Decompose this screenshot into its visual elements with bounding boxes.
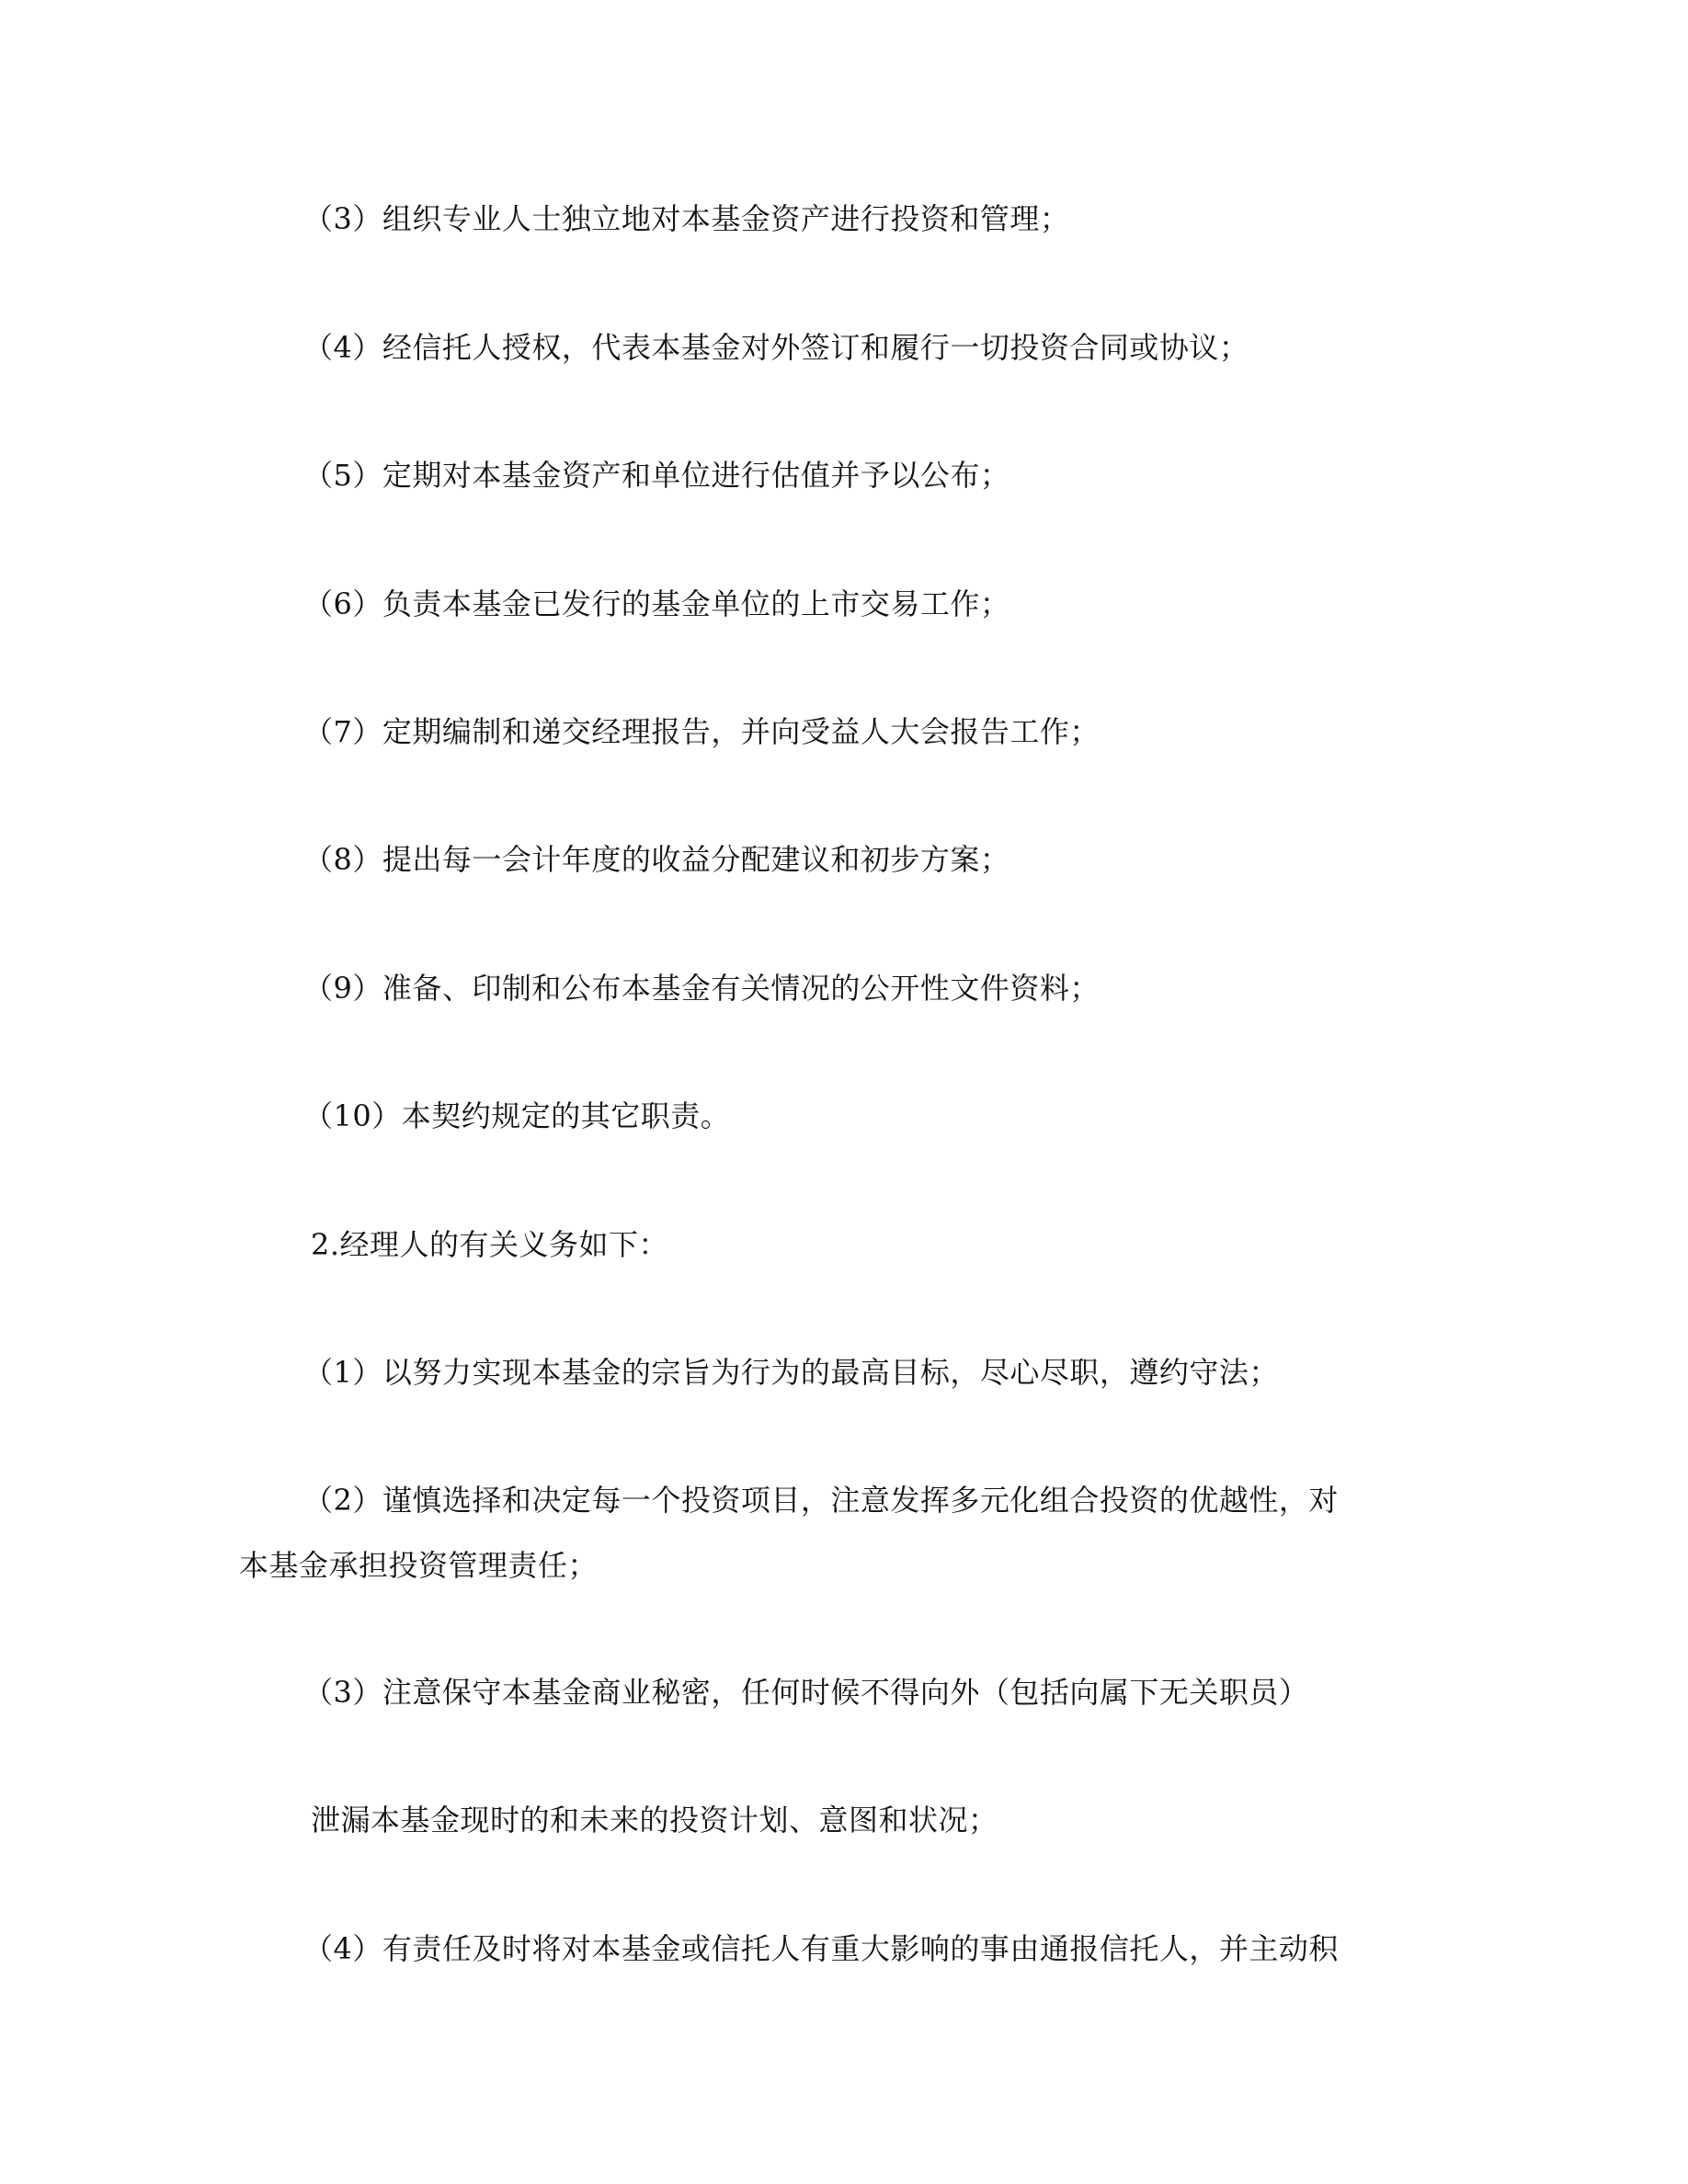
clause-line-continuation: 本基金承担投资管理责任；: [239, 1548, 599, 1583]
clause-line: （3）组织专业人士独立地对本基金资产进行投资和管理；: [303, 201, 1070, 236]
clause-line: （3）注意保守本基金商业秘密，任何时候不得向外（包括向属下无关职员）: [303, 1675, 1309, 1710]
clause-line: （10）本契约规定的其它职责。: [303, 1098, 731, 1133]
clause-line: （4）有责任及时将对本基金或信托人有重大影响的事由通报信托人，并主动积: [303, 1931, 1339, 1966]
clause-line: （5）定期对本基金资产和单位进行估值并予以公布；: [303, 458, 1010, 493]
clause-line: （9）准备、印制和公布本基金有关情况的公开性文件资料；: [303, 971, 1100, 1006]
clause-line-continuation: 泄漏本基金现时的和未来的投资计划、意图和状况；: [311, 1803, 998, 1837]
clause-line: （1）以努力实现本基金的宗旨为行为的最高目标，尽心尽职，遵约守法；: [303, 1355, 1279, 1390]
clause-line: （6）负责本基金已发行的基金单位的上市交易工作；: [303, 586, 1010, 621]
clause-line: （8）提出每一会计年度的收益分配建议和初步方案；: [303, 842, 1010, 877]
clause-line: （2）谨慎选择和决定每一个投资项目，注意发挥多元化组合投资的优越性，对: [303, 1483, 1339, 1518]
clause-line: （4）经信托人授权，代表本基金对外签订和履行一切投资合同或协议；: [303, 330, 1249, 365]
section-heading: 2.经理人的有关义务如下：: [311, 1227, 669, 1262]
clause-line: （7）定期编制和递交经理报告，并向受益人大会报告工作；: [303, 714, 1100, 749]
